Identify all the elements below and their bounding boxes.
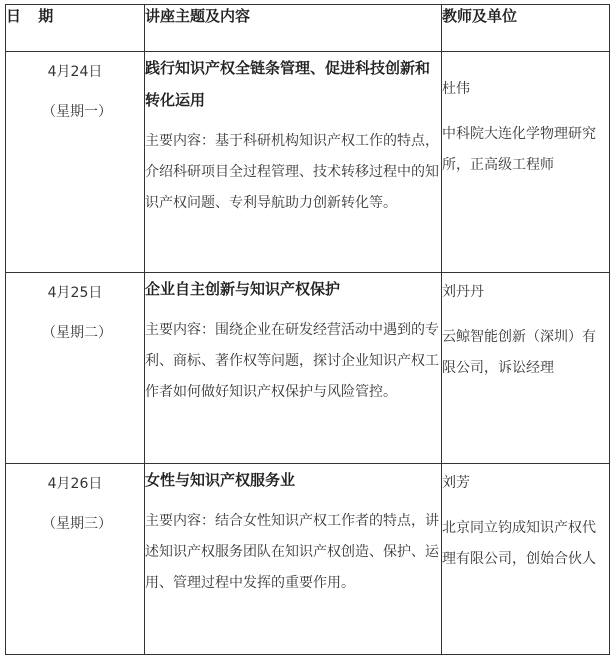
lecture-description: 主要内容：围绕企业在研发经营活动中遇到的专利、商标、著作权等问题，探讨企业知识产权工作者如何做好知识产权保护与风险管控。 [145, 322, 439, 400]
header-teacher: 教师及单位 [442, 5, 610, 52]
table-header-row [6, 5, 610, 52]
teacher-name: 杜伟 [442, 81, 470, 97]
header-topic: 讲座主题及内容 [145, 5, 442, 52]
header-date: 日 期 [6, 5, 145, 52]
session-date: 4月24日 [47, 64, 103, 80]
session-weekday: （星期三） [42, 516, 112, 532]
topic-cell [145, 52, 442, 273]
lecture-description: 主要内容：结合女性知识产权工作者的特点，讲述知识产权服务团队在知识产权创造、保护、运用、管理过程中发挥的重要作用。 [145, 513, 439, 591]
topic-cell [145, 464, 442, 655]
date-cell [6, 273, 145, 464]
lecture-title: 企业自主创新与知识产权保护 [145, 280, 341, 298]
session-date: 4月25日 [47, 285, 103, 301]
session-weekday: （星期一） [42, 104, 112, 120]
table-row [6, 52, 610, 273]
teacher-name: 刘丹丹 [442, 284, 484, 300]
table-row [6, 464, 610, 655]
teacher-organization: 北京同立钧成知识产权代理有限公司，创始合伙人 [442, 520, 596, 567]
date-cell [6, 464, 145, 655]
schedule-table [5, 4, 610, 655]
teacher-organization: 云鲸智能创新（深圳）有限公司，诉讼经理 [442, 329, 596, 376]
teacher-cell [442, 52, 610, 273]
session-date: 4月26日 [47, 476, 103, 492]
date-cell [6, 52, 145, 273]
teacher-name: 刘芳 [442, 475, 470, 491]
teacher-organization: 中科院大连化学物理研究所，正高级工程师 [442, 126, 596, 173]
topic-cell [145, 273, 442, 464]
lecture-description: 主要内容：基于科研机构知识产权工作的特点，介绍科研项目全过程管理、技术转移过程中的知识产权问题、专利导航助力创新转化等。 [145, 133, 439, 211]
lecture-title: 女性与知识产权服务业 [145, 471, 296, 489]
session-weekday: （星期二） [42, 325, 112, 341]
lecture-title: 践行知识产权全链条管理、促进科技创新和转化运用 [145, 59, 431, 109]
teacher-cell [442, 273, 610, 464]
table-row [6, 273, 610, 464]
teacher-cell [442, 464, 610, 655]
